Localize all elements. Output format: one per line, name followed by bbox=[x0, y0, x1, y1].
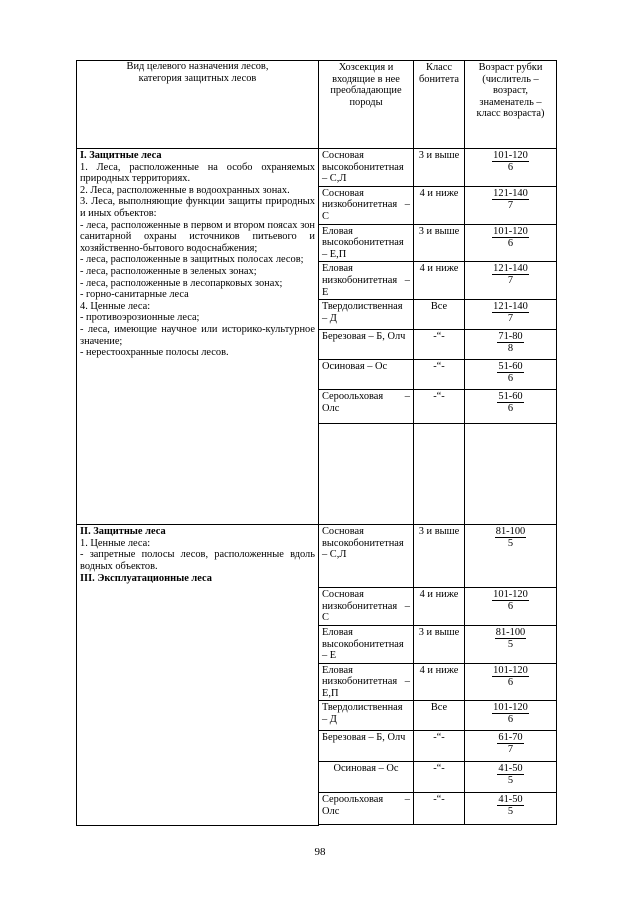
age-cell bbox=[465, 588, 557, 626]
header-site-class: Класс бонитета bbox=[414, 61, 465, 149]
age-class-value: 7 bbox=[507, 744, 514, 756]
age-cell bbox=[465, 525, 557, 588]
age-class-value: 7 bbox=[507, 313, 514, 325]
age-cell bbox=[465, 625, 557, 663]
species-cell: Твердолиственная – Д bbox=[319, 701, 414, 731]
page-number: 98 bbox=[314, 846, 326, 858]
category-line: 4. Ценные леса: bbox=[80, 300, 151, 312]
site-class-cell: Все bbox=[414, 300, 465, 330]
species-cell: Сероольховая – Олс bbox=[319, 390, 414, 424]
category-line: - запретные полосы лесов, расположенные вдоль водных объектов. bbox=[80, 549, 315, 572]
site-class-cell: -“- bbox=[414, 731, 465, 762]
species-cell: Березовая – Б, Олч bbox=[319, 731, 414, 762]
age-class-value: 6 bbox=[507, 373, 514, 385]
species-cell: Березовая – Б, Олч bbox=[319, 330, 414, 360]
age-value: 101-120 bbox=[493, 225, 528, 237]
site-class-cell: 3 и выше bbox=[414, 525, 465, 588]
category-line: 2. Леса, расположенные в водоохранных зонах. bbox=[80, 184, 290, 196]
site-class-cell: -“- bbox=[414, 390, 465, 424]
age-value: 41-50 bbox=[498, 763, 523, 775]
category-line: 1. Леса, расположенные на особо охраняемых природных территориях. bbox=[80, 161, 315, 185]
category-line: - леса, расположенные в лесопарковых зонах; bbox=[80, 277, 283, 289]
site-class-cell: -“- bbox=[414, 793, 465, 825]
age-value: 71-80 bbox=[498, 331, 523, 343]
header-category: Вид целевого назначения лесов, категория защитных лесов bbox=[77, 61, 319, 149]
species-cell: Осиновая – Ос bbox=[319, 762, 414, 793]
section1-title: I. Защитные леса bbox=[80, 150, 162, 161]
species-cell: Еловая высокобонитетная – Е,П bbox=[319, 224, 414, 262]
age-class-value: 5 bbox=[507, 775, 514, 787]
age-value: 101-120 bbox=[493, 664, 528, 676]
age-value: 101-120 bbox=[493, 702, 528, 714]
age-class-value: 6 bbox=[507, 162, 514, 173]
age-cell bbox=[465, 701, 557, 731]
age-class-value: 8 bbox=[507, 343, 514, 355]
category-line: 3. Леса, выполняющие функции защиты природных и иных объектов: bbox=[80, 196, 315, 219]
species-cell: Осиновая – Ос bbox=[319, 360, 414, 390]
category-line: 1. Ценные леса: bbox=[80, 537, 151, 549]
age-value: 51-60 bbox=[498, 391, 523, 403]
section1-category-cell bbox=[77, 149, 319, 525]
site-class-cell: Все bbox=[414, 701, 465, 731]
age-cell bbox=[465, 360, 557, 390]
age-value: 61-70 bbox=[498, 732, 523, 744]
category-line: - нерестоохранные полосы лесов. bbox=[80, 347, 229, 359]
species-cell: Сосновая высокобонитетная – С,Л bbox=[319, 149, 414, 187]
site-class-cell: 3 и выше bbox=[414, 625, 465, 663]
age-value: 121-140 bbox=[493, 187, 528, 199]
age-cell bbox=[465, 149, 557, 187]
site-class-cell: 4 и ниже bbox=[414, 262, 465, 300]
site-class-cell: -“- bbox=[414, 360, 465, 390]
age-class-value: 5 bbox=[507, 638, 514, 650]
site-class-cell: 3 и выше bbox=[414, 224, 465, 262]
forest-cutting-age-table bbox=[76, 60, 557, 826]
age-class-value: 5 bbox=[507, 806, 514, 818]
age-value: 41-50 bbox=[498, 794, 523, 806]
species-cell: Еловая высокобонитетная – Е bbox=[319, 625, 414, 663]
age-value: 101-120 bbox=[493, 589, 528, 601]
species-cell: Еловая низкобонитетная – Е bbox=[319, 262, 414, 300]
age-class-value: 5 bbox=[507, 538, 514, 550]
age-class-value: 6 bbox=[507, 403, 514, 415]
site-class-cell: 4 и ниже bbox=[414, 588, 465, 626]
age-cell bbox=[465, 390, 557, 424]
age-class-value: 6 bbox=[507, 714, 514, 726]
age-cell bbox=[465, 762, 557, 793]
age-value: 121-140 bbox=[493, 301, 528, 313]
category-line: - леса, расположенные в защитных полосах лесов; bbox=[80, 254, 304, 266]
category-line: - леса, расположенные в зеленых зонах; bbox=[80, 265, 257, 277]
section2-category-cell bbox=[77, 525, 319, 826]
site-class-cell: 4 и ниже bbox=[414, 663, 465, 701]
site-class-cell: 3 и выше bbox=[414, 149, 465, 187]
age-value: 81-100 bbox=[495, 526, 526, 538]
section2-title: II. Защитные леса bbox=[80, 526, 166, 538]
species-cell: Сосновая высокобонитетная – С,Л bbox=[319, 525, 414, 588]
table-row bbox=[77, 149, 557, 187]
age-cell bbox=[465, 300, 557, 330]
species-cell: Сосновая низкобонитетная – С bbox=[319, 186, 414, 224]
age-cell bbox=[465, 663, 557, 701]
age-class-value: 6 bbox=[507, 237, 514, 249]
header-species: Хозсекция и входящие в нее преобладающие породы bbox=[319, 61, 414, 149]
section3-title: III. Эксплуатационные леса bbox=[80, 572, 212, 584]
site-class-cell: -“- bbox=[414, 762, 465, 793]
age-class-value: 6 bbox=[507, 676, 514, 688]
species-cell: Сероольховая – Олс bbox=[319, 793, 414, 825]
age-value: 101-120 bbox=[493, 150, 528, 161]
header-cutting-age: Возраст рубки (числитель – возраст, знаменатель – класс возраста) bbox=[465, 61, 557, 149]
species-cell: Еловая низкобонитетная – Е,П bbox=[319, 663, 414, 701]
age-class-value: 6 bbox=[507, 601, 514, 613]
category-line: - леса, имеющие научное или историко-культурное значение; bbox=[80, 323, 315, 347]
category-line: - леса, расположенные в первом и втором поясах зон санитарной охраны источников питьевого и хозяйственно-бытового водоснабжения; bbox=[80, 219, 315, 254]
age-value: 51-60 bbox=[498, 361, 523, 373]
age-cell bbox=[465, 224, 557, 262]
category-line: - горно-санитарные леса bbox=[80, 289, 189, 301]
table-row bbox=[77, 525, 557, 588]
site-class-cell: 4 и ниже bbox=[414, 186, 465, 224]
age-cell bbox=[465, 330, 557, 360]
age-cell bbox=[465, 262, 557, 300]
age-value: 121-140 bbox=[493, 263, 528, 275]
age-value: 81-100 bbox=[495, 626, 526, 638]
age-class-value: 7 bbox=[507, 275, 514, 287]
category-line: - противоэрозионные леса; bbox=[80, 312, 200, 324]
site-class-cell: -“- bbox=[414, 330, 465, 360]
age-class-value: 7 bbox=[507, 199, 514, 211]
age-cell bbox=[465, 793, 557, 825]
species-cell: Твердолиственная – Д bbox=[319, 300, 414, 330]
species-cell: Сосновая низкобонитетная – С bbox=[319, 588, 414, 626]
age-cell bbox=[465, 186, 557, 224]
age-cell bbox=[465, 731, 557, 762]
table-header-row bbox=[77, 61, 557, 149]
